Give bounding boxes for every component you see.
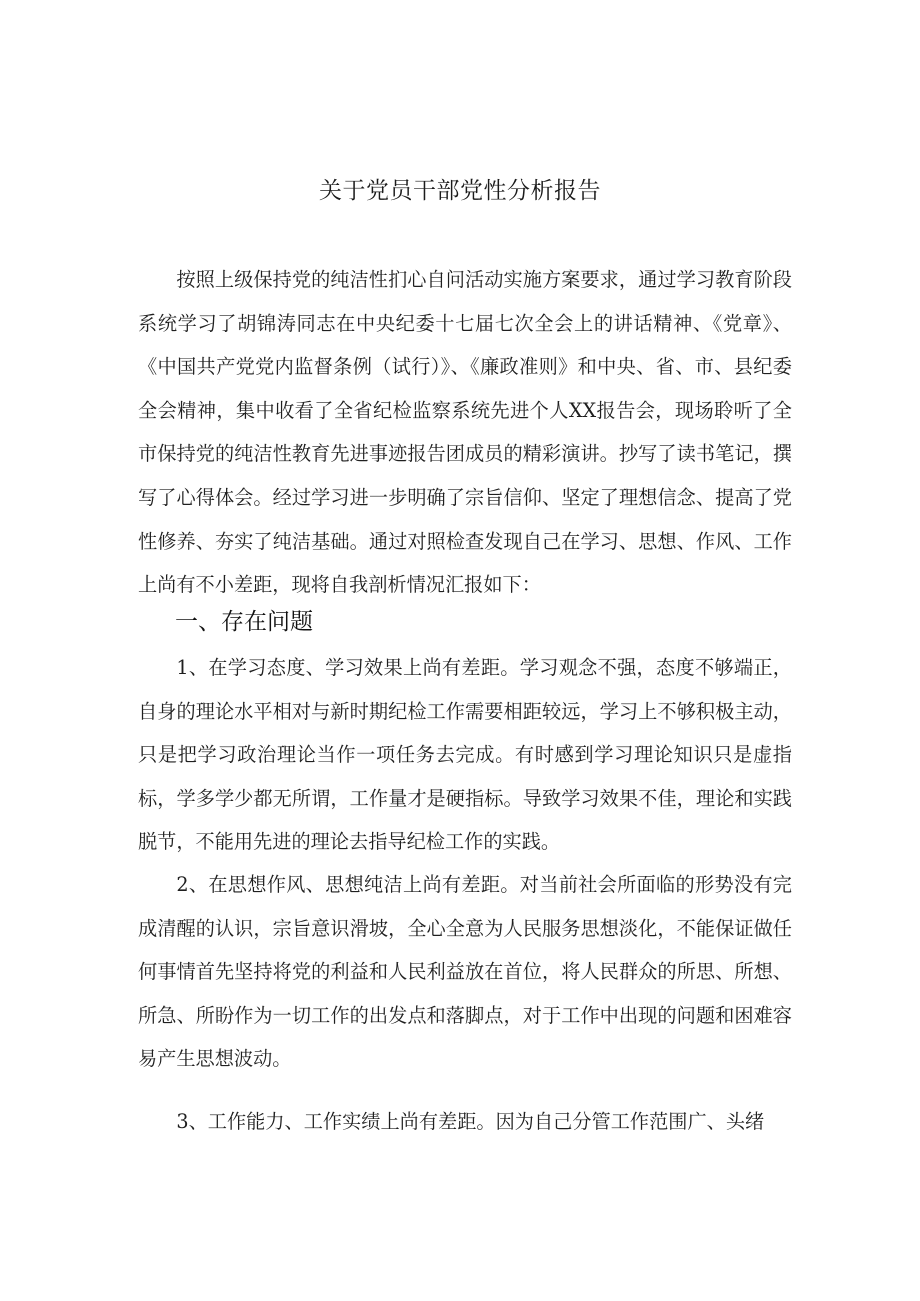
problem-item-2: 2、在思想作风、思想纯洁上尚有差距。对当前社会所面临的形势没有完成清醒的认识，宗旨意识滑坡，全心全意为人民服务思想淡化，不能保证做任何事情首先坚持将党的利益和人民利益放在首位，将人民群众的所思、所想、所急、所盼作为一切工作的出发点和落脚点，对于工作中出现的问题和困难容易产生思想波动。 xyxy=(138,873,792,1071)
section-heading: 一、存在问题 xyxy=(175,609,313,635)
problem-item-3: 3、工作能力、工作实绩上尚有差距。因为自己分管工作范围广、头绪 xyxy=(176,1110,765,1133)
problem-item-1: 1、在学习态度、学习效果上尚有差距。学习观念不强，态度不够端正，自身的理论水平相对与新时期纪检工作需要相距较远，学习上不够积极主动，只是把学习政治理论当作一项任务去完成。有时感到学习理论知识只是虚指标，学多学少都无所谓，工作量才是硬指标。导致学习效果不佳，理论和实践脱节，不能用先进的理论去指导纪检工作的实践。 xyxy=(138,656,792,854)
intro-paragraph: 按照上级保持党的纯洁性扪心自问活动实施方案要求，通过学习教育阶段系统学习了胡锦涛同志在中央纪委十七届七次全会上的讲话精神、《党章》、《中国共产党党内监督条例（试行）》、《廉政准则》和中央、省、市、县纪委全会精神，集中收看了全省纪检监察系统先进个人XX报告会，现场聆听了全市保持党的纯洁性教育先进事迹报告团成员的精彩演讲。抄写了读书笔记，撰写了心得体会。经过学习进一步明确了宗旨信仰、坚定了理想信念、提高了党性修养、夯实了纯洁基础。通过对照检查发现自己在学习、思想、作风、工作上尚有不小差距，现将自我剖析情况汇报如下： xyxy=(138,268,792,597)
document-title: 关于党员干部党性分析报告 xyxy=(319,178,601,204)
